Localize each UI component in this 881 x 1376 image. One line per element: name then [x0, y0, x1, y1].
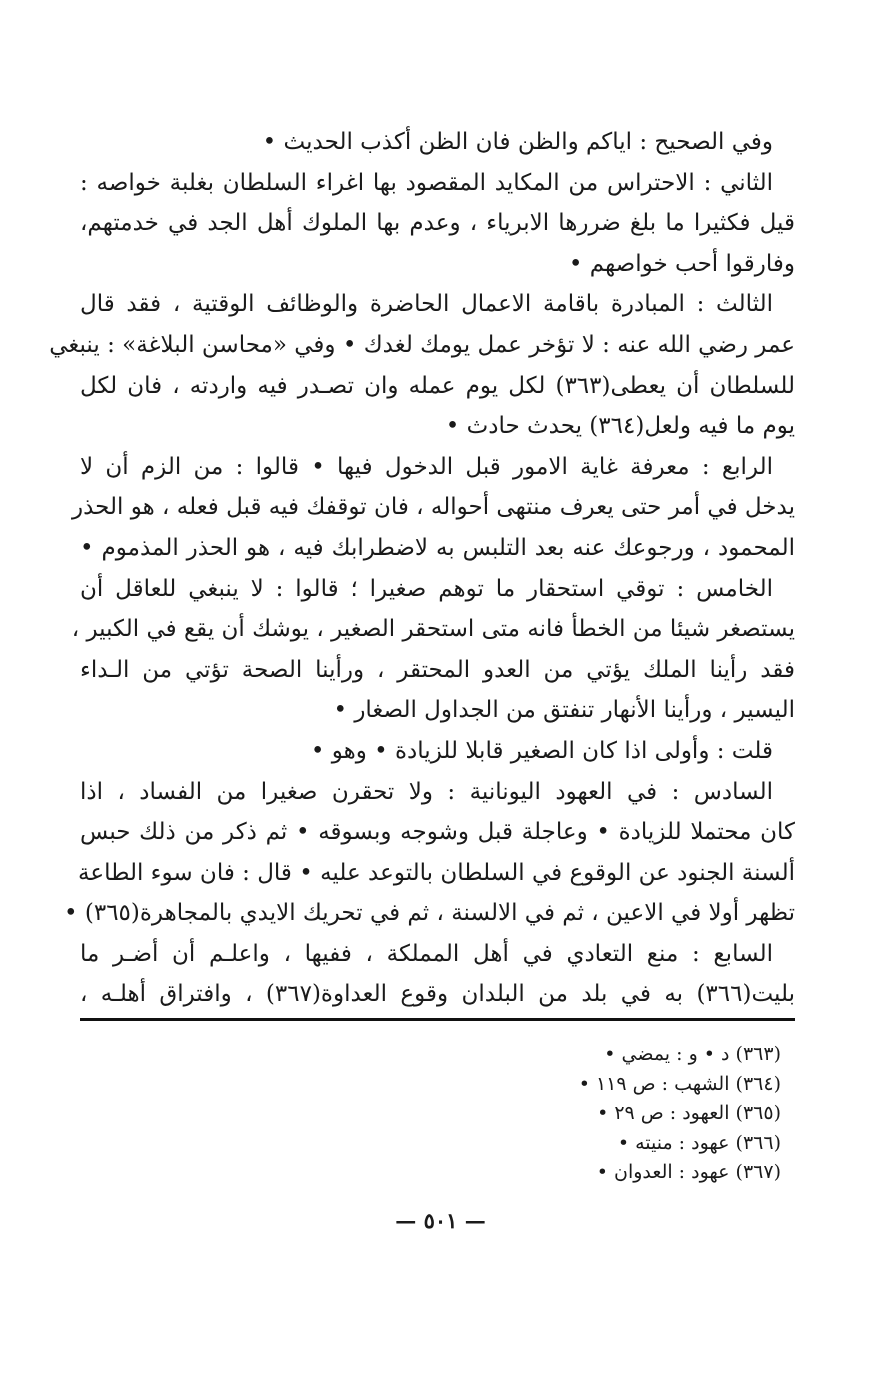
text-line: قيل فكثيرا ما بلغ ضررها الابرياء ، وعدم بها الملوك أهل الجد في خدمتهم، [80, 210, 795, 237]
text-line: الخامس : توقي استحقار ما توهم صغيرا ؛ قالوا : لا ينبغي للعاقل أن [80, 575, 773, 602]
text-line: يستصغر شيئا من الخطأ فانه متى استحقر الصغير ، يوشك أن يقع في الكبير ، [71, 616, 795, 643]
text-line: يوم ما فيه ولعل(٣٦٤) يحدث حادث • [445, 413, 795, 440]
text-line: فقد رأينا الملك يؤتي من العدو المحتقر ، ورأينا الصحة تؤتي من الـداء [80, 656, 795, 683]
footnote-item: (٣٦٦) عهود : منيته • [617, 1131, 781, 1154]
text-line: السادس : في العهود اليونانية : ولا تحقرن صغيرا من الفساد ، اذا [80, 778, 773, 805]
text-line: اليسير ، ورأينا الأنهار تنفتق من الجداول الصغار • [333, 697, 795, 724]
text-line: المحمود ، ورجوعك عنه بعد التلبس به لاضطرابك فيه ، هو الحذر المذموم • [80, 534, 795, 561]
page-number: — ٥٠١ — [395, 1208, 486, 1233]
text-line: الثالث : المبادرة باقامة الاعمال الحاضرة والوظائف الوقتية ، فقد قال [80, 291, 773, 318]
text-line: كان محتملا للزيادة • وعاجلة قبل وشوجه وبسوقه • ثم ذكر من ذلك حبس [80, 819, 795, 846]
footnote-separator-rule [80, 1018, 795, 1021]
text-line: قلت : وأولى اذا كان الصغير قابلا للزيادة • وهو • [310, 737, 773, 764]
text-line: السابع : منع التعادي في أهل المملكة ، ففيها ، واعلـم أن أضـر ما [80, 940, 773, 967]
text-line: الثاني : الاحتراس من المكايد المقصود بها اغراء السلطان بغلبة خواصه : [80, 169, 773, 196]
text-line: يدخل في أمر حتى يعرف منتهى أحواله ، فان توقفك فيه قبل فعله ، هو الحذر [71, 494, 795, 521]
footnote-item: (٣٦٤) الشهب : ص ١١٩ • [578, 1072, 781, 1095]
footnote-item: (٣٦٥) العهود : ص ٢٩ • [597, 1102, 781, 1124]
footnotes-block [361, 1040, 781, 1188]
text-line: للسلطان أن يعطى(٣٦٣) لكل يوم عمله وان تصـدر فيه واردته ، فان لكل [80, 372, 795, 399]
text-line: ألسنة الجنود عن الوقوع في السلطان بالتوعد عليه • قال : فان سوء الطاعة [78, 859, 795, 886]
text-line: بليت(٣٦٦) به في بلد من البلدان وقوع العداوة(٣٦٧) ، وافتراق أهلـه ، [80, 981, 795, 1008]
footnote-item: (٣٦٧) عهود : العدوان • [596, 1161, 781, 1183]
text-line: وفارقوا أحب خواصهم • [568, 250, 795, 277]
text-line: الرابع : معرفة غاية الامور قبل الدخول فيها • قالوا : من الزم أن لا [80, 453, 773, 480]
text-line: عمر رضي الله عنه : لا تؤخر عمل يومك لغدك • وفي «محاسن البلاغة» : ينبغي [49, 331, 795, 358]
footnote-item: (٣٦٣) د • و : يمضي • [604, 1043, 781, 1065]
text-line: تظهر أولا في الاعين ، ثم في الالسنة ، ثم في تحريك الايدي بالمجاهرة(٣٦٥) • [63, 900, 795, 927]
text-line: وفي الصحيح : اياكم والظن فان الظن أكذب الحديث • [262, 129, 773, 155]
main-text-block [49, 122, 795, 1015]
